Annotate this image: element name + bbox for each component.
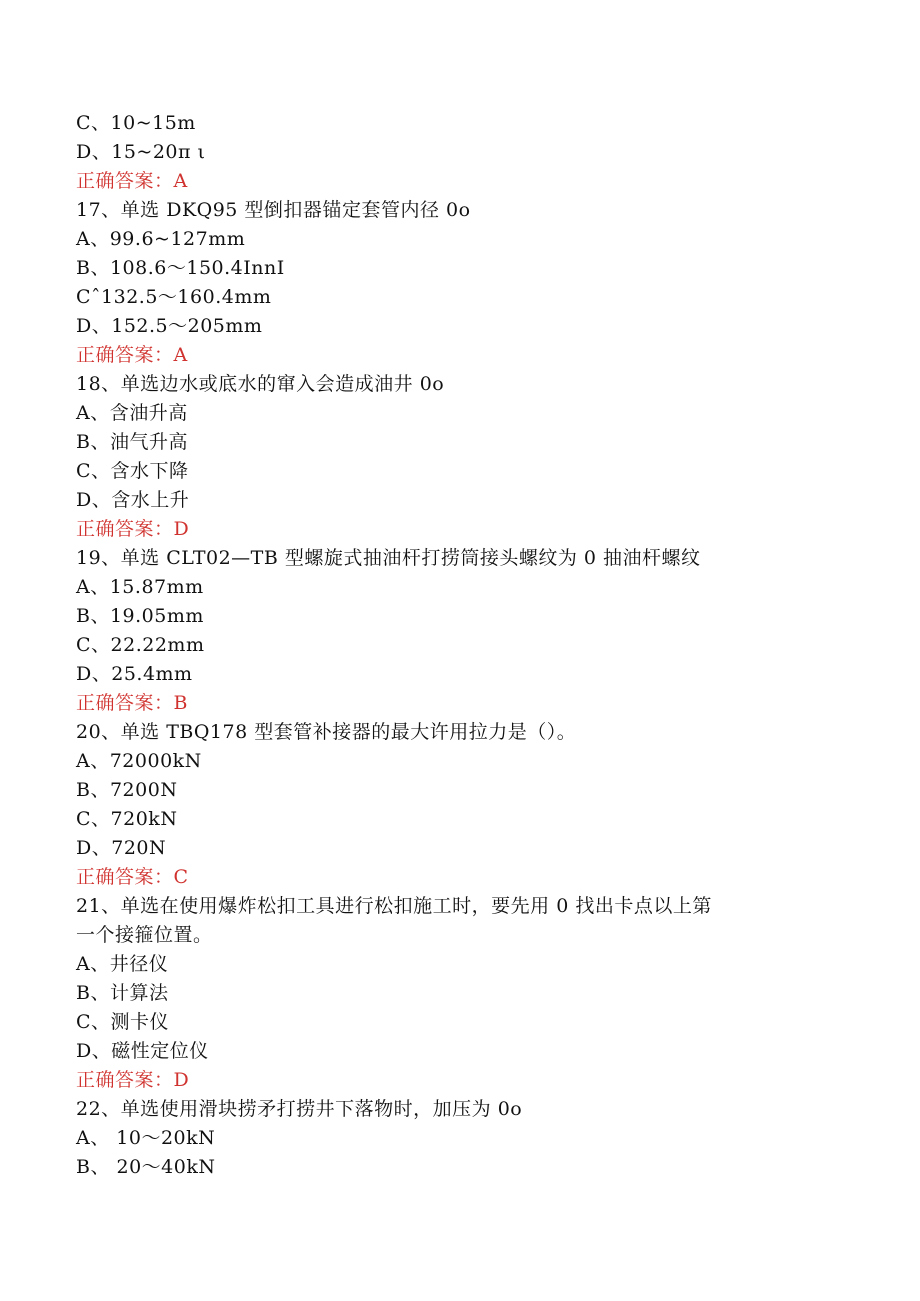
answer-line: 正确答案：A (76, 170, 188, 192)
option-line: B、7200N (76, 779, 178, 801)
option-line: C、22.22mm (76, 634, 205, 656)
question-line: 21、单选在使用爆炸松扣工具进行松扣施工时，要先用 0 找出卡点以上第 (76, 895, 712, 917)
option-line: D、25.4mm (76, 663, 193, 685)
option-line: A、15.87mm (76, 576, 204, 598)
option-line: B、19.05mm (76, 605, 204, 627)
answer-line: 正确答案：A (76, 344, 188, 366)
document-page (76, 109, 856, 1182)
option-line: A、99.6~127mm (76, 228, 246, 250)
option-line: A、 10～20kN (76, 1127, 216, 1149)
option-line: C、10~15m (76, 112, 196, 134)
option-line: C、720kN (76, 808, 178, 830)
option-line: B、计算法 (76, 982, 169, 1004)
option-line: A、井径仪 (76, 953, 169, 975)
option-line: B、 20～40kN (76, 1156, 216, 1178)
option-line: D、含水上升 (76, 489, 190, 511)
question-line: 18、单选边水或底水的窜入会造成油井 0o (76, 373, 445, 395)
option-line: D、磁性定位仪 (76, 1040, 209, 1062)
question-line: 22、单选使用滑块捞矛打捞井下落物时，加压为 0o (76, 1098, 523, 1120)
answer-line: 正确答案：D (76, 518, 190, 540)
option-line: A、含油升高 (76, 402, 188, 424)
option-line: D、720N (76, 837, 167, 859)
question-line: 19、单选 CLT02—TB 型螺旋式抽油杆打捞筒接头螺纹为 0 抽油杆螺纹 (76, 547, 701, 569)
option-line: C、含水下降 (76, 460, 189, 482)
option-line: C、测卡仪 (76, 1011, 170, 1033)
option-line: D、15~20π ι (76, 141, 206, 163)
answer-line: 正确答案：C (76, 866, 189, 888)
option-line: B、油气升高 (76, 431, 188, 453)
option-line: A、72000kN (76, 750, 202, 772)
option-line: D、152.5～205mm (76, 315, 263, 337)
answer-line: 正确答案：B (76, 692, 188, 714)
option-line: Cˆ132.5～160.4mm (76, 286, 272, 308)
answer-line: 正确答案：D (76, 1069, 190, 1091)
option-line: B、108.6～150.4InnI (76, 257, 285, 279)
question-line: 20、单选 TBQ178 型套管补接器的最大许用拉力是（）。 (76, 721, 577, 743)
question-line-continued: 一个接箍位置。 (76, 924, 213, 946)
question-line: 17、单选 DKQ95 型倒扣器锚定套管内径 0o (76, 199, 471, 221)
